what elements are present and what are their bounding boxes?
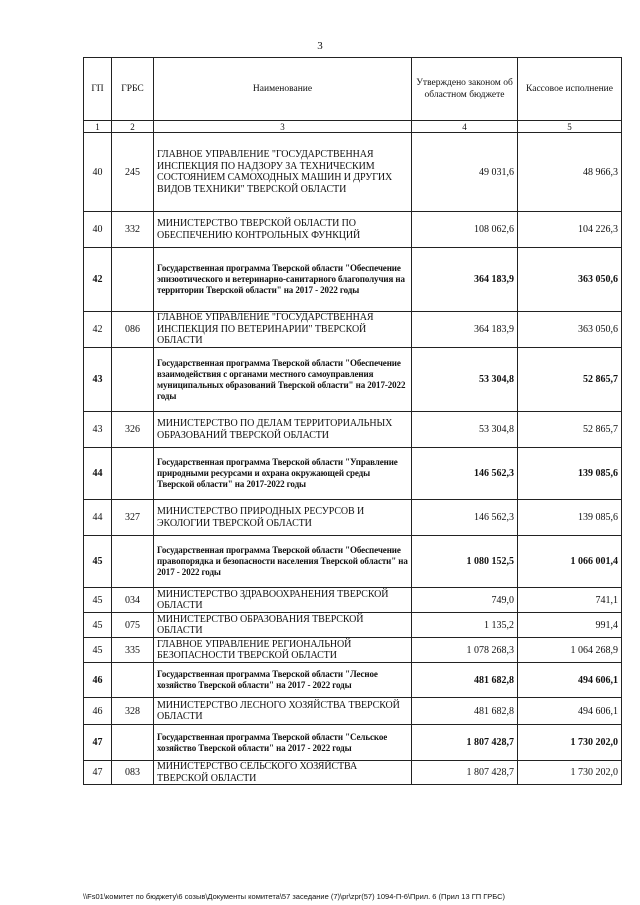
grbs-cell: 327 (112, 500, 154, 536)
approved-cell: 53 304,8 (412, 348, 518, 412)
gp-cell: 45 (84, 536, 112, 588)
grbs-cell (112, 663, 154, 698)
column-number: 5 (518, 121, 622, 133)
approved-cell: 364 183,9 (412, 248, 518, 312)
grbs-cell: 083 (112, 761, 154, 785)
table-row (84, 500, 622, 536)
name-cell: ГЛАВНОЕ УПРАВЛЕНИЕ "ГОСУДАРСТВЕННАЯ ИНСПЕКЦИЯ ПО НАДЗОРУ ЗА ТЕХНИЧЕСКИМ СОСТОЯНИЕМ САМОХОДНЫХ МАШИН И ДРУГИХ ВИДОВ ТЕХНИКИ" ТВЕРСКОЙ ОБЛАСТИ (154, 133, 412, 212)
grbs-cell: 326 (112, 412, 154, 448)
executed-cell: 494 606,1 (518, 663, 622, 698)
grbs-cell (112, 725, 154, 761)
gp-cell: 46 (84, 698, 112, 725)
approved-cell: 49 031,6 (412, 133, 518, 212)
approved-cell: 1 080 152,5 (412, 536, 518, 588)
gp-cell: 45 (84, 588, 112, 613)
approved-cell: 146 562,3 (412, 500, 518, 536)
grbs-cell: 034 (112, 588, 154, 613)
name-cell: МИНИСТЕРСТВО ОБРАЗОВАНИЯ ТВЕРСКОЙ ОБЛАСТИ (154, 613, 412, 638)
table-row (84, 212, 622, 248)
name-cell: Государственная программа Тверской области "Обеспечение правопорядка и безопасности населения Тверской области" на 2017 - 2022 годы (154, 536, 412, 588)
gp-cell: 45 (84, 613, 112, 638)
table-row (84, 348, 622, 412)
approved-cell: 749,0 (412, 588, 518, 613)
executed-cell: 52 865,7 (518, 348, 622, 412)
approved-cell: 146 562,3 (412, 448, 518, 500)
gp-cell: 47 (84, 761, 112, 785)
name-cell: МИНИСТЕРСТВО СЕЛЬСКОГО ХОЗЯЙСТВА ТВЕРСКОЙ ОБЛАСТИ (154, 761, 412, 785)
approved-cell: 1 078 268,3 (412, 638, 518, 663)
gp-cell: 43 (84, 412, 112, 448)
header-approved: Утверждено законом об областном бюджете (412, 58, 518, 121)
gp-cell: 42 (84, 312, 112, 348)
name-cell: Государственная программа Тверской области "Обеспечение взаимодействия с органами местного самоуправления муниципальных образований Тверской области" на 2017-2022 годы (154, 348, 412, 412)
approved-cell: 481 682,8 (412, 663, 518, 698)
gp-cell: 47 (84, 725, 112, 761)
gp-cell: 40 (84, 212, 112, 248)
table-header-row (84, 58, 622, 121)
grbs-cell: 086 (112, 312, 154, 348)
executed-cell: 104 226,3 (518, 212, 622, 248)
budget-table (83, 57, 622, 785)
grbs-cell: 245 (112, 133, 154, 212)
name-cell: ГЛАВНОЕ УПРАВЛЕНИЕ "ГОСУДАРСТВЕННАЯ ИНСПЕКЦИЯ ПО ВЕТЕРИНАРИИ" ТВЕРСКОЙ ОБЛАСТИ (154, 312, 412, 348)
approved-cell: 108 062,6 (412, 212, 518, 248)
gp-cell: 44 (84, 500, 112, 536)
table-row (84, 536, 622, 588)
executed-cell: 52 865,7 (518, 412, 622, 448)
table-row (84, 412, 622, 448)
table-row (84, 698, 622, 725)
approved-cell: 53 304,8 (412, 412, 518, 448)
header-name: Наименование (154, 58, 412, 121)
name-cell: МИНИСТЕРСТВО ПРИРОДНЫХ РЕСУРСОВ И ЭКОЛОГИИ ТВЕРСКОЙ ОБЛАСТИ (154, 500, 412, 536)
gp-cell: 45 (84, 638, 112, 663)
name-cell: Государственная программа Тверской области "Сельское хозяйство Тверской области" на 2017 - 2022 годы (154, 725, 412, 761)
table-row (84, 588, 622, 613)
table-row (84, 312, 622, 348)
executed-cell: 1 730 202,0 (518, 761, 622, 785)
executed-cell: 1 730 202,0 (518, 725, 622, 761)
gp-cell: 46 (84, 663, 112, 698)
executed-cell: 1 064 268,9 (518, 638, 622, 663)
table-row (84, 448, 622, 500)
gp-cell: 43 (84, 348, 112, 412)
column-numbers-row (84, 121, 622, 133)
name-cell: МИНИСТЕРСТВО ТВЕРСКОЙ ОБЛАСТИ ПО ОБЕСПЕЧЕНИЮ КОНТРОЛЬНЫХ ФУНКЦИЙ (154, 212, 412, 248)
grbs-cell (112, 536, 154, 588)
name-cell: МИНИСТЕРСТВО ПО ДЕЛАМ ТЕРРИТОРИАЛЬНЫХ ОБРАЗОВАНИЙ ТВЕРСКОЙ ОБЛАСТИ (154, 412, 412, 448)
gp-cell: 44 (84, 448, 112, 500)
gp-cell: 40 (84, 133, 112, 212)
grbs-cell: 075 (112, 613, 154, 638)
approved-cell: 1 135,2 (412, 613, 518, 638)
name-cell: Государственная программа Тверской области "Управление природными ресурсами и охрана окружающей среды Тверской области" на 2017-2022 годы (154, 448, 412, 500)
column-number: 4 (412, 121, 518, 133)
name-cell: Государственная программа Тверской области "Обеспечение эпизоотического и ветеринарно-санитарного благополучия на территории Тверской области" на 2017 - 2022 годы (154, 248, 412, 312)
executed-cell: 139 085,6 (518, 448, 622, 500)
column-number: 2 (112, 121, 154, 133)
approved-cell: 481 682,8 (412, 698, 518, 725)
file-path-footer: \\Fs01\комитет по бюджету\6 созыв\Документы комитета\57 заседание (7)\pr\zpr(57) 1094-П-6\Прил. 6 (Прил 13 ГП ГРБС) (83, 892, 506, 901)
approved-cell: 1 807 428,7 (412, 761, 518, 785)
table-row (84, 638, 622, 663)
approved-cell: 1 807 428,7 (412, 725, 518, 761)
name-cell: ГЛАВНОЕ УПРАВЛЕНИЕ РЕГИОНАЛЬНОЙ БЕЗОПАСНОСТИ ТВЕРСКОЙ ОБЛАСТИ (154, 638, 412, 663)
grbs-cell: 335 (112, 638, 154, 663)
grbs-cell (112, 248, 154, 312)
grbs-cell (112, 348, 154, 412)
name-cell: МИНИСТЕРСТВО ЗДРАВООХРАНЕНИЯ ТВЕРСКОЙ ОБЛАСТИ (154, 588, 412, 613)
column-number: 3 (154, 121, 412, 133)
grbs-cell: 332 (112, 212, 154, 248)
header-grbs: ГРБС (112, 58, 154, 121)
table-row (84, 133, 622, 212)
grbs-cell: 328 (112, 698, 154, 725)
header-gp: ГП (84, 58, 112, 121)
name-cell: МИНИСТЕРСТВО ЛЕСНОГО ХОЗЯЙСТВА ТВЕРСКОЙ ОБЛАСТИ (154, 698, 412, 725)
column-number: 1 (84, 121, 112, 133)
gp-cell: 42 (84, 248, 112, 312)
executed-cell: 363 050,6 (518, 248, 622, 312)
executed-cell: 139 085,6 (518, 500, 622, 536)
executed-cell: 363 050,6 (518, 312, 622, 348)
name-cell: Государственная программа Тверской области "Лесное хозяйство Тверской области" на 2017 - 2022 годы (154, 663, 412, 698)
executed-cell: 991,4 (518, 613, 622, 638)
page-number: 3 (317, 40, 323, 52)
executed-cell: 494 606,1 (518, 698, 622, 725)
table-row (84, 248, 622, 312)
table-row (84, 663, 622, 698)
executed-cell: 48 966,3 (518, 133, 622, 212)
table-row (84, 761, 622, 785)
grbs-cell (112, 448, 154, 500)
header-executed: Кассовое исполнение (518, 58, 622, 121)
executed-cell: 1 066 001,4 (518, 536, 622, 588)
table-row (84, 725, 622, 761)
table-row (84, 613, 622, 638)
approved-cell: 364 183,9 (412, 312, 518, 348)
executed-cell: 741,1 (518, 588, 622, 613)
